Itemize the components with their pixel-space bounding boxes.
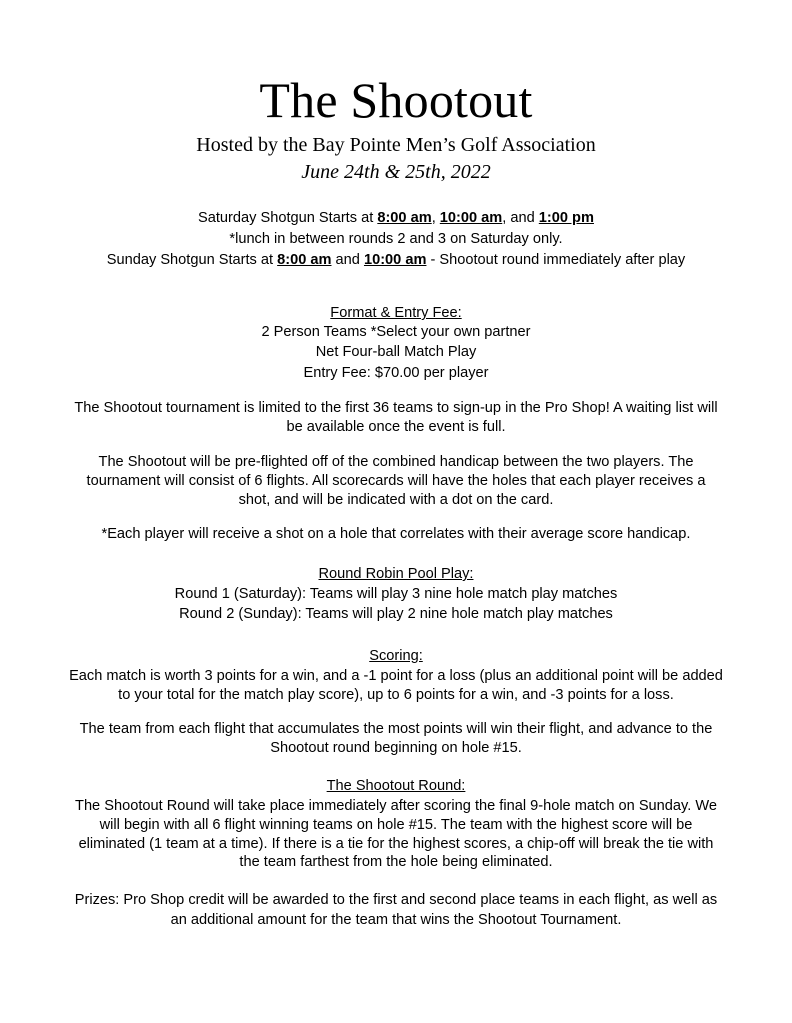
sunday-time-1: 8:00 am — [277, 252, 332, 268]
scoring-line: to your total for the match play score), up to 6 points for a win, and -3 points for a loss. — [118, 687, 674, 703]
saturday-time-3: 1:00 pm — [538, 210, 594, 226]
limit-paragraph-line: be available once the event is full. — [286, 419, 506, 435]
time-separator: , — [431, 210, 440, 226]
shot-note: *Each player will receive a shot on a hole that correlates with their average score handicap. — [101, 526, 691, 542]
prizes-line: an additional amount for the team that wins the Shootout Tournament. — [170, 912, 622, 928]
saturday-schedule — [0, 208, 792, 228]
format-line: Net Four-ball Match Play — [315, 344, 477, 360]
sunday-suffix: - Shootout round immediately after play — [426, 252, 686, 268]
prizes-line: Prizes: Pro Shop credit will be awarded to the first and second place teams in each flight, as well as — [74, 892, 718, 908]
format-heading: Format & Entry Fee: — [330, 305, 462, 321]
saturday-prefix: Saturday Shotgun Starts at — [198, 210, 378, 226]
flights-paragraph-line: The Shootout will be pre-flighted off of the combined handicap between the two players. The — [98, 454, 694, 470]
saturday-time-2: 10:00 am — [439, 210, 503, 226]
shootout-round-heading: The Shootout Round: — [326, 778, 466, 794]
saturday-time-1: 8:00 am — [377, 210, 432, 226]
pool-play-heading: Round Robin Pool Play: — [318, 566, 474, 582]
lunch-note: *lunch in between rounds 2 and 3 on Saturday only. — [229, 231, 563, 247]
shootout-round-line: will begin with all 6 flight winning teams on hole #15. The team with the highest score will be — [99, 817, 693, 833]
format-line: Entry Fee: $70.00 per player — [303, 365, 489, 381]
flights-paragraph-line: shot, and will be indicated with a dot on the card. — [238, 492, 554, 508]
scoring-heading: Scoring: — [369, 648, 423, 664]
shootout-round-line: the team farthest from the hole being eliminated. — [239, 854, 553, 870]
sunday-prefix: Sunday Shotgun Starts at — [106, 252, 278, 268]
page-subtitle: Hosted by the Bay Pointe Men’s Golf Association — [196, 134, 596, 156]
page-title: The Shootout — [259, 72, 533, 128]
pool-play-line: Round 2 (Sunday): Teams will play 2 nine hole match play matches — [179, 606, 613, 622]
shootout-round-line: eliminated (1 team at a time). If there is a tie for the highest scores, a chip-off will break the tie with — [78, 836, 714, 852]
scoring-line: Each match is worth 3 points for a win, and a -1 point for a loss (plus an additional point will be added — [69, 668, 723, 684]
shootout-round-line: The Shootout Round will take place immediately after scoring the final 9-hole match on Sunday. We — [75, 798, 717, 814]
event-dates: June 24th & 25th, 2022 — [301, 161, 491, 183]
scoring-line: The team from each flight that accumulates the most points will win their flight, and advance to the — [79, 721, 713, 737]
time-separator: , and — [502, 210, 539, 226]
scoring-line: Shootout round beginning on hole #15. — [270, 740, 522, 756]
limit-paragraph-line: The Shootout tournament is limited to the first 36 teams to sign-up in the Pro Shop! A waiting list will — [74, 400, 718, 416]
time-separator: and — [331, 252, 364, 268]
format-line: 2 Person Teams *Select your own partner — [261, 324, 531, 340]
sunday-time-2: 10:00 am — [363, 252, 427, 268]
sunday-schedule — [0, 250, 792, 270]
flights-paragraph-line: tournament will consist of 6 flights. All scorecards will have the holes that each player receives a — [86, 473, 706, 489]
pool-play-line: Round 1 (Saturday): Teams will play 3 nine hole match play matches — [174, 586, 618, 602]
